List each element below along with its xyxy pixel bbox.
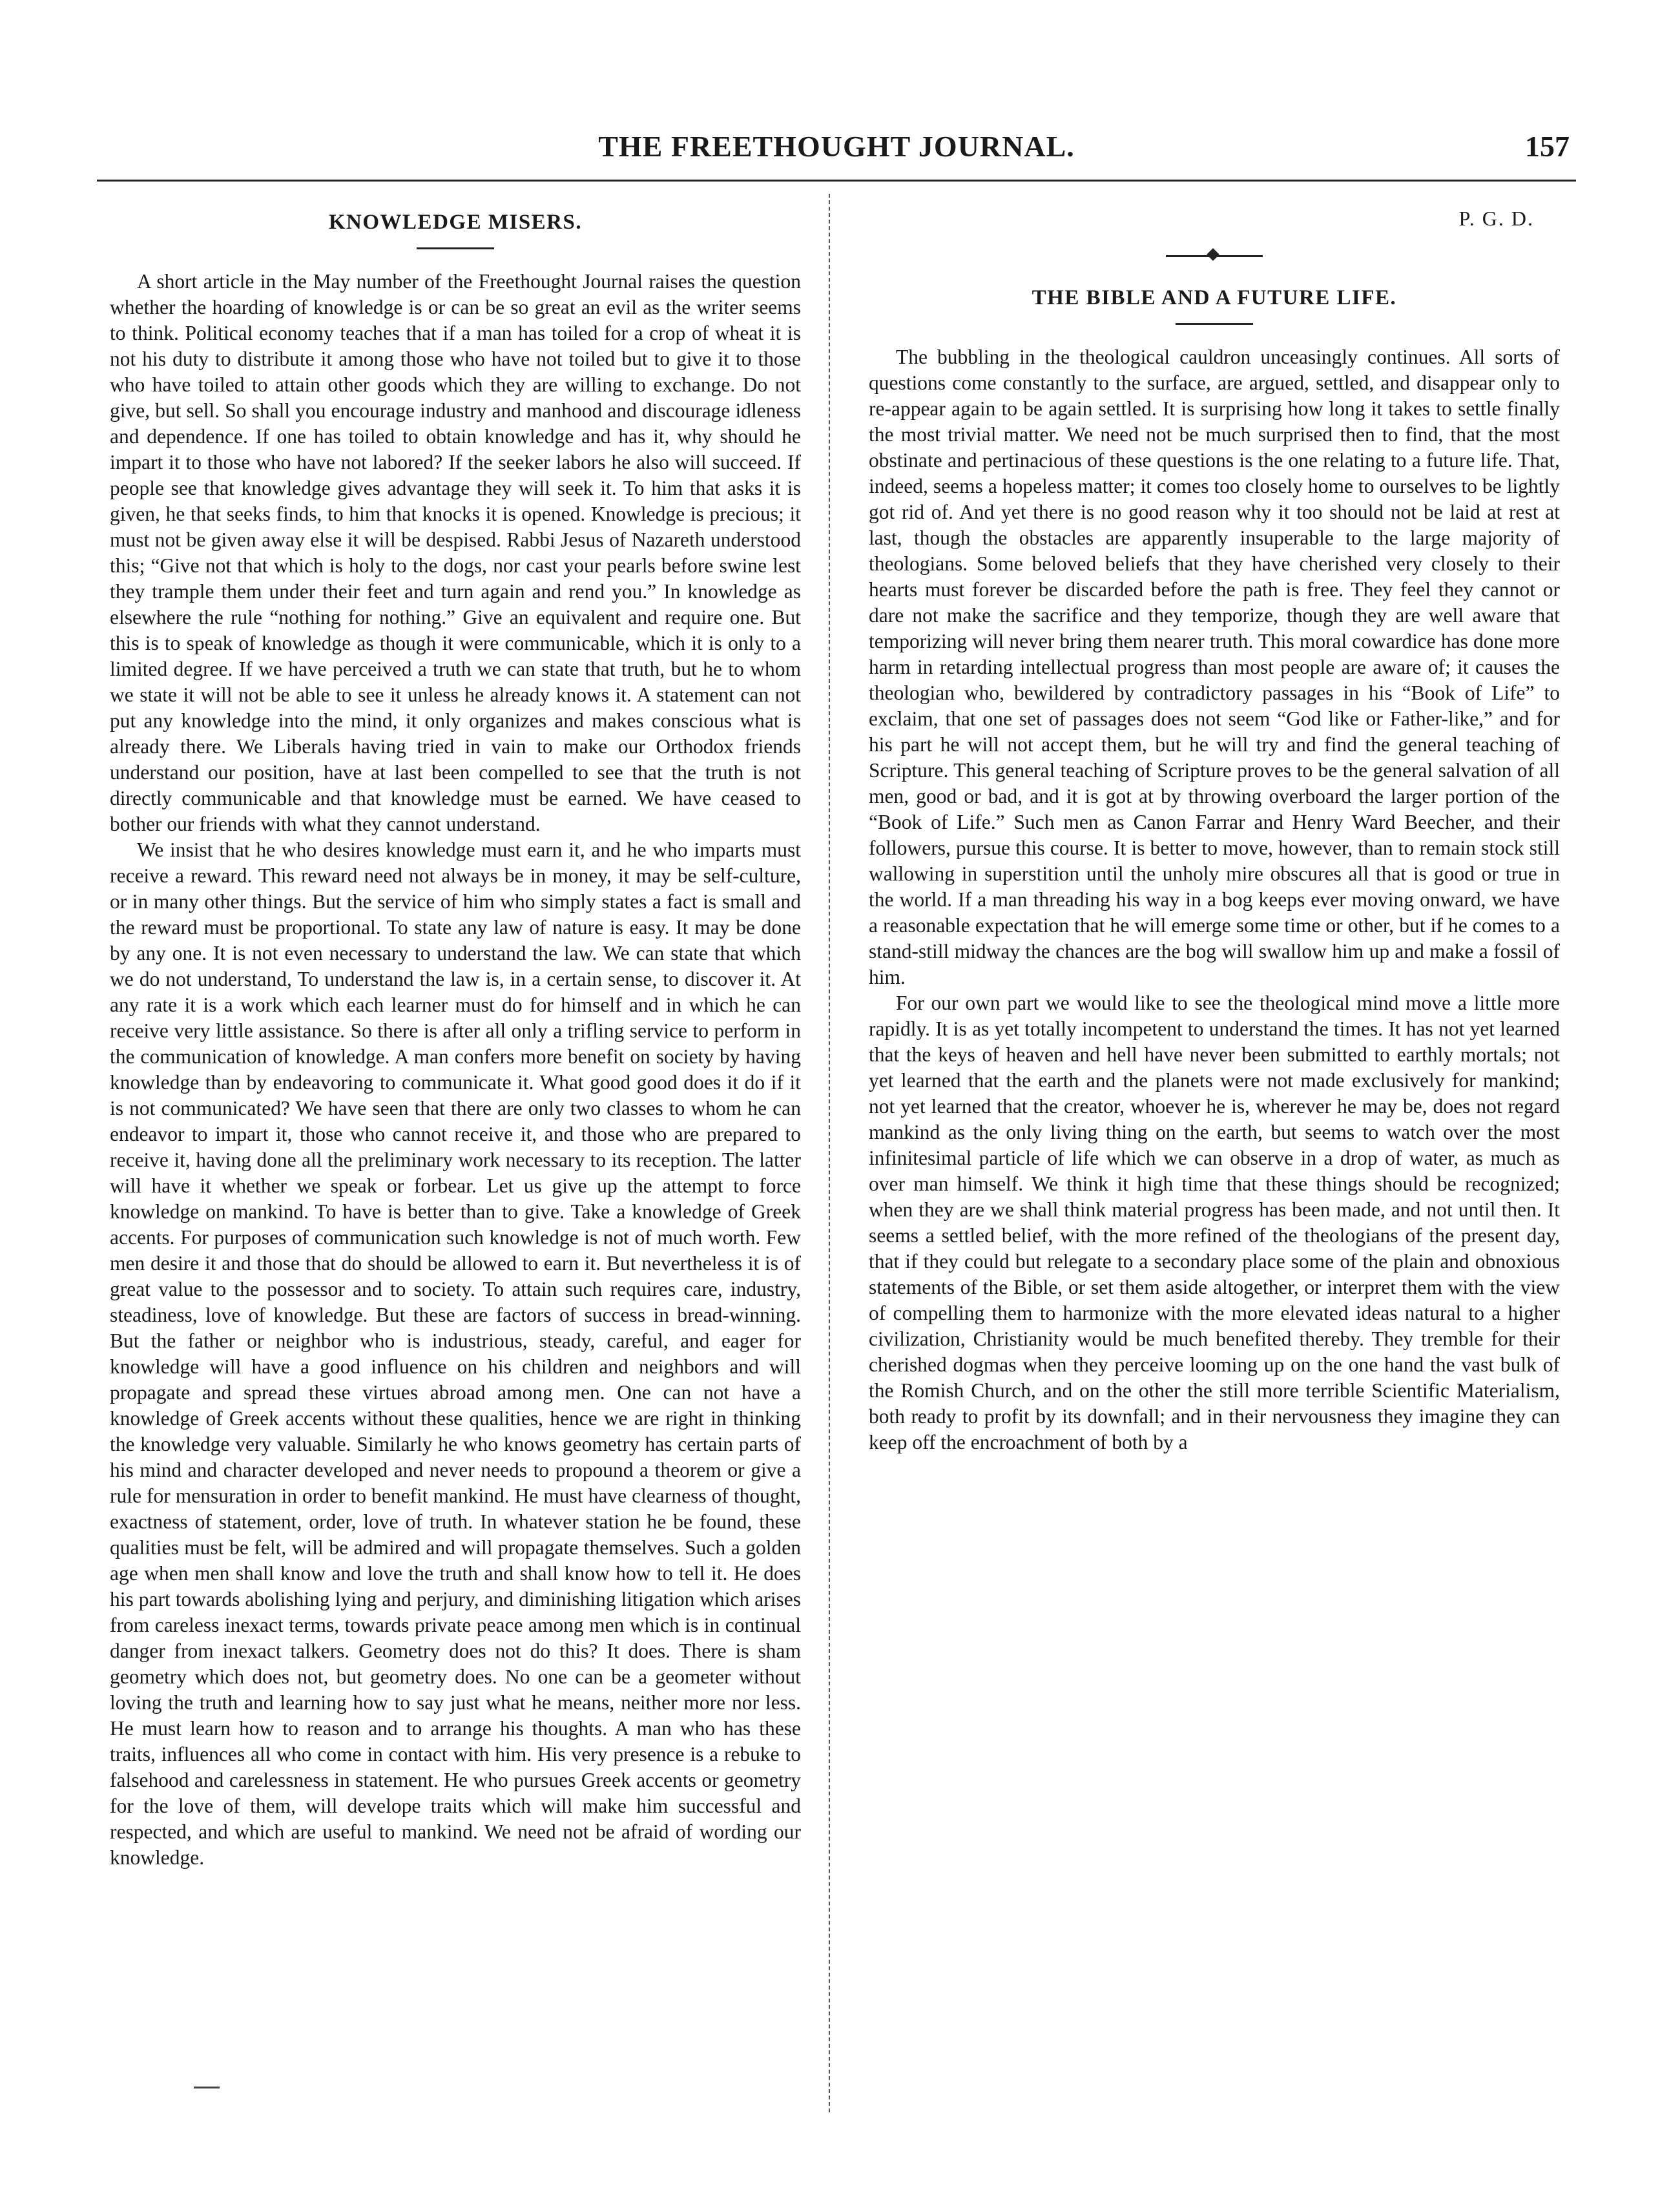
header-rule xyxy=(97,180,1576,182)
ornament-diamond-icon xyxy=(1207,248,1219,261)
article-paragraph: The bubbling in the theological cauldron unceasingly continues. All sorts of questions come constantly to the surface, are argued, settled, and disappear only to re-appear again to be again settled. It is surprising how long it takes to settle finally the most trivial matter. We need not be much surprised then to find, that the most obstinate and pertinacious of these questions is the one relating to a future life. That, indeed, seems a hopeless matter; it comes too closely home to ourselves to be lightly got rid of. And yet there is no good reason why it too should not be laid at rest at last, though the obstacles are apparently insuperable to the large majority of theologians. Some beloved beliefs that they have cherished very closely to their hearts must forever be discarded before the path is free. They feel they cannot or dare not make the sacrifice and they temporize, though they are well aware that temporizing will never bring them nearer truth. This moral cowardice has done more harm in retarding intellectual progress than most people are aware of; it causes the theologian who, bewildered by contradictory passages in his “Book of Life” to exclaim, that one set of passages does not seem “God like or Father-like,” and for his part he will not accept them, but he will try and find the general teaching of Scripture. This general teaching of Scripture proves to be the general salvation of all men, good or bad, and it is got at by throwing overboard the larger portion of the “Book of Life.” Such men as Canon Farrar and Henry Ward Beecher, and their followers, pursue this course. It is better to move, however, than to remain stock still wallowing in superstition until the unholy mire obscures all that is good or true in the world. If a man threading his way in a bog keeps ever moving onward, we have a reasonable expectation that he will emerge some time or other, but if he comes to a stand-still midway the chances are the bog will swallow him up and make a fossil of him. xyxy=(869,346,1560,988)
page-number: 157 xyxy=(1525,130,1570,163)
article-title-knowledge-misers: KNOWLEDGE MISERS. xyxy=(328,211,583,234)
footer-mark xyxy=(194,2087,220,2088)
right-column xyxy=(869,199,1560,2111)
journal-title: THE FREETHOUGHT JOURNAL. xyxy=(598,130,1075,163)
article-title-bible-future-life: THE BIBLE AND A FUTURE LIFE. xyxy=(1032,286,1397,309)
article-paragraph: For our own part we would like to see the theological mind move a little more rapidly. It is as yet totally incompetent to understand the times. It has not yet learned that the keys of heaven and hell have never been submitted to earthly mortals; not yet learned that the earth and the planets were not made exclusively for mankind; not yet learned that the creator, whoever he is, wherever he may be, does not regard mankind as the only living thing on the earth, but seems to watch over the most infinitesimal particle of life which we can observe in a drop of water, as much as over man himself. We think it high time that these things should be recognized; when they are we shall think material progress has been made, and not until then. It seems a settled belief, with the more refined of the theologians of the present day, that if they could but relegate to a secondary place some of the plain and obnoxious statements of the Bible, or set them aside altogether, or interpret them with the view of compelling them to harmonize with the more elevated ideas natural to a higher civilization, Christianity would be much benefited thereby. They tremble for their cherished dogmas when they perceive looming up on the one hand the vast bulk of the Romish Church, and on the other the still more terrible Scientific Materialism, both ready to profit by its downfall; and in their nervousness they imagine they can keep off the encroachment of both by a xyxy=(869,992,1560,1453)
left-column xyxy=(110,199,801,2111)
section-ornament xyxy=(1166,250,1263,262)
journal-page xyxy=(97,97,1576,2119)
title-rule xyxy=(417,247,494,249)
title-rule xyxy=(1176,323,1253,325)
article-paragraph: A short article in the May number of the Freethought Journal raises the question whether the hoarding of knowledge is or can be so great an evil as the writer seems to think. Political economy teaches that if a man has toiled for a crop of wheat it is not his duty to distribute it among those who have not toiled but to give it to those who have toiled to attain other goods which they are willing to exchange. Do not give, but sell. So shall you encourage industry and manhood and discourage idleness and dependence. If one has toiled to obtain knowledge and has it, why should he impart it to those who have not labored? If the seeker labors he also will succeed. If people see that knowledge gives advantage they will seek it. To him that asks it is given, he that seeks finds, to him that knocks it is opened. Knowledge is precious; it must not be given away else it will be despised. Rabbi Jesus of Nazareth understood this; “Give not that which is holy to the dogs, nor cast your pearls before swine lest they trample them under their feet and turn again and rend you.” In knowledge as elsewhere the rule “nothing for nothing.” Give an equivalent and require one. But this is to speak of knowledge as though it were communicable, which it is only to a limited degree. If we have perceived a truth we can state that truth, but he to whom we state it will not be able to see it unless he already knows it. A statement can not put any knowledge into the mind, it only organizes and makes conscious what is already there. We Liberals having tried in vain to make our Orthodox friends understand our position, have at last been compelled to see that the truth is not directly communicable and that knowledge must be earned. We have ceased to bother our friends with what they cannot understand. xyxy=(110,270,801,835)
column-divider xyxy=(829,194,830,2112)
author-signature: P. G. D. xyxy=(1458,207,1534,230)
running-header xyxy=(97,129,1576,174)
article-paragraph: We insist that he who desires knowledge must earn it, and he who imparts must receive a reward. This reward need not always be in money, it may be self-culture, or in many other things. But the service of him who simply states a fact is small and the reward must be proportional. To state any law of nature is easy. It may be done by any one. It is not even necessary to understand the law. We can state that which we do not understand, To understand the law is, in a certain sense, to discover it. At any rate it is a work which each learner must do for himself and in which he can receive very little assistance. So there is after all only a trifling service to perform in the communication of knowledge. A man confers more benefit on society by having knowledge than by endeavoring to communicate it. What good good does it do if it is not communicated? We have seen that there are only two classes to whom he can endeavor to impart it, those who cannot receive it, and those who are prepared to receive it, having done all the preliminary work necessary to its reception. The latter will have it whether we speak or forbear. Let us give up the attempt to force knowledge on mankind. To have is better than to give. Take a knowledge of Greek accents. For purposes of communication such knowledge is not of much worth. Few men desire it and those that do should be allowed to earn it. But nevertheless it is of great value to the possessor and to society. To attain such requires care, industry, steadiness, love of knowledge. But these are factors of success in bread-winning. But the father or neighbor who is industrious, steady, careful, and eager for knowledge will have a good influence on his children and neighbors and will propagate and spread these virtues abroad among men. One can not have a knowledge of Greek accents without these qualities, hence we are right in thinking the knowledge very valuable. Similarly he who knows geometry has certain parts of his mind and character developed and never needs to propound a theorem or give a rule for mensuration in order to benefit mankind. He must have clearness of thought, exactness of statement, order, love of truth. In whatever station he be found, these qualities must be felt, will be admired and will propagate themselves. Such a golden age when men shall know and love the truth and shall know how to tell it. He does his part towards abolishing lying and perjury, and diminishing litigation which arises from careless inexact terms, towards private peace among men which is in continual danger from inexact talkers. Geometry does not do this? It does. There is sham geometry which does not, but geometry does. No one can be a geometer without loving the truth and learning how to say just what he means, neither more nor less. He must learn how to reason and to arrange his thoughts. A man who has these traits, influences all who come in contact with him. His very presence is a rebuke to falsehood and carelessness in statement. He who pursues Greek accents or geometry for the love of them, will develope traits which will make him successful and respected, and which are useful to mankind. We need not be afraid of wording our knowledge. xyxy=(110,838,801,1869)
